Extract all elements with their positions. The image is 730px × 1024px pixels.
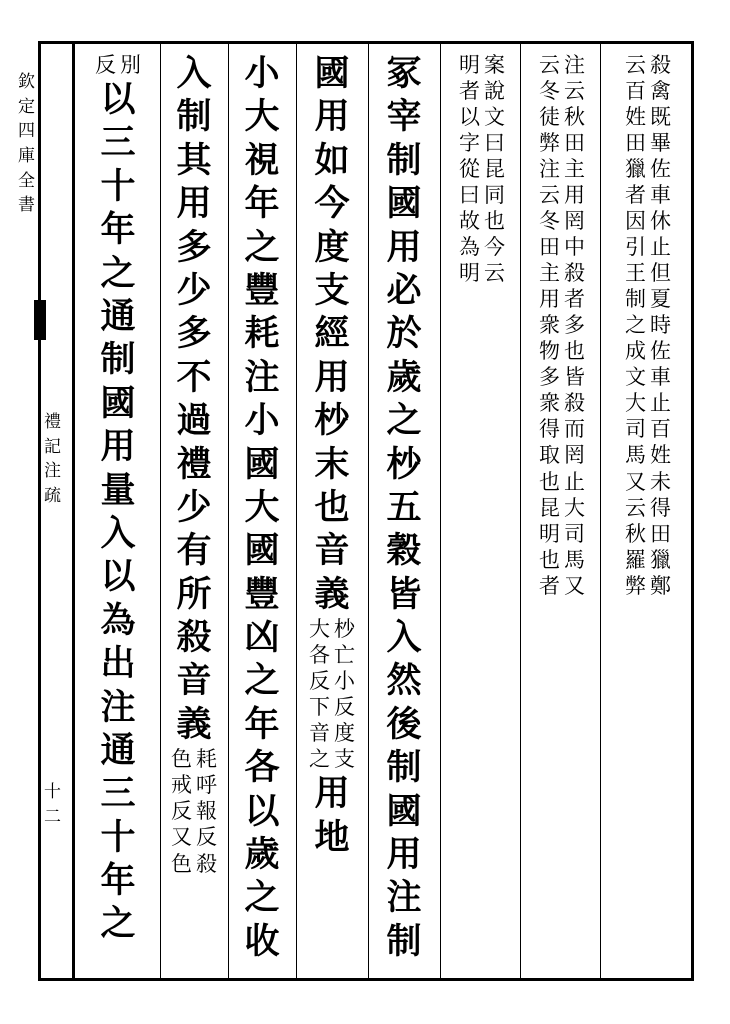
main-text-column-char: 為 bbox=[100, 599, 136, 641]
main-text-column-char: 度 bbox=[314, 226, 350, 268]
main-text-column-char: 歲 bbox=[244, 834, 280, 876]
main-text-column-char: 音 bbox=[314, 530, 350, 572]
commentary-line-right-char: 罔 bbox=[564, 443, 585, 468]
main-text-column-char: 用 bbox=[176, 183, 212, 225]
commentary-line-right-char: 馬 bbox=[564, 547, 585, 572]
main-text-column-char: 豐 bbox=[244, 269, 280, 311]
commentary-line-right-char: 今 bbox=[484, 235, 505, 260]
commentary-line-right-char: 杪 bbox=[334, 617, 355, 642]
work-title-char: 注 bbox=[44, 461, 61, 482]
commentary-line-right-char: 反 bbox=[334, 695, 355, 720]
main-text-column bbox=[245, 52, 280, 963]
commentary-line-left-char: 因 bbox=[625, 209, 646, 234]
commentary-line-right-char: 多 bbox=[564, 313, 585, 338]
commentary-line-left-char: 者 bbox=[625, 183, 646, 208]
main-text-column-char: 冢 bbox=[386, 53, 422, 94]
main-text-column-char: 後 bbox=[386, 703, 422, 745]
commentary-line-right-char: 休 bbox=[650, 209, 671, 234]
main-text-column-char: 末 bbox=[314, 443, 350, 485]
commentary-line-left-char: 文 bbox=[625, 365, 646, 390]
commentary-line-left-char: 反 bbox=[95, 53, 116, 77]
commentary-line-left-char: 也 bbox=[539, 469, 560, 494]
commentary-line-left-char: 故 bbox=[459, 209, 480, 234]
commentary-line-left-char: 以 bbox=[459, 105, 480, 130]
commentary-line-left-char: 弊 bbox=[539, 131, 560, 156]
commentary-line-left-char: 為 bbox=[459, 235, 480, 260]
commentary-line-left-char: 音 bbox=[309, 721, 330, 746]
main-text-column-char: 於 bbox=[386, 313, 422, 355]
commentary-line-right-char: 注 bbox=[564, 53, 585, 77]
main-text-column bbox=[387, 52, 422, 963]
commentary-line-left-char: 云 bbox=[625, 53, 646, 77]
main-text-column-char: 用 bbox=[100, 426, 136, 468]
commentary-pair bbox=[95, 52, 141, 78]
main-text-column-char: 少 bbox=[176, 269, 212, 311]
main-text-column-char: 少 bbox=[176, 486, 212, 528]
main-text-column-char: 所 bbox=[176, 573, 212, 615]
commentary-line-right bbox=[650, 52, 671, 599]
commentary-pair bbox=[171, 746, 217, 876]
commentary-line-left-char: 用 bbox=[539, 287, 560, 312]
main-text-column-char: 歲 bbox=[386, 356, 422, 398]
commentary-line-left-char: 制 bbox=[625, 287, 646, 312]
commentary-line-left-char: 大 bbox=[309, 617, 330, 642]
commentary-line-right-char: 百 bbox=[650, 417, 671, 442]
main-text-column-char: 大 bbox=[244, 486, 280, 528]
commentary-line-left-char: 昆 bbox=[539, 495, 560, 520]
commentary-line-left-char: 徒 bbox=[539, 105, 560, 130]
commentary-line-right-char: 既 bbox=[650, 105, 671, 130]
commentary-line-right-char: 案 bbox=[484, 53, 505, 77]
main-text-column-char: 必 bbox=[386, 269, 422, 311]
commentary-line-right-char: 呼 bbox=[196, 773, 217, 798]
main-text-column-char: 多 bbox=[176, 313, 212, 355]
commentary-pair bbox=[459, 52, 505, 286]
main-text-column-char: 各 bbox=[244, 747, 280, 789]
main-text-column-char: 用 bbox=[386, 226, 422, 268]
commentary-line-right-char: 文 bbox=[484, 105, 505, 130]
commentary-line-right-char: 皆 bbox=[564, 365, 585, 390]
commentary-line-right-char: 佐 bbox=[650, 339, 671, 364]
commentary-line-left-char: 百 bbox=[625, 79, 646, 104]
main-text-column-char: 用 bbox=[314, 773, 350, 815]
book-title-char: 四 bbox=[18, 121, 35, 142]
commentary-line-left-char: 反 bbox=[309, 669, 330, 694]
main-text-column-char: 之 bbox=[100, 903, 136, 945]
commentary-line-right-char: 支 bbox=[334, 747, 355, 772]
commentary-line-right-char: 同 bbox=[484, 183, 505, 208]
commentary-line-right-char: 中 bbox=[564, 235, 585, 260]
commentary-line-right-char: 耗 bbox=[196, 747, 217, 772]
main-text-column-char: 制 bbox=[386, 747, 422, 789]
commentary-line-left bbox=[95, 52, 116, 78]
commentary-line-right-char: 殺 bbox=[564, 261, 585, 286]
main-text-column-char: 地 bbox=[314, 816, 350, 858]
commentary-line-left-char: 大 bbox=[625, 391, 646, 416]
commentary-line-left bbox=[539, 52, 560, 599]
column-rule bbox=[296, 44, 297, 978]
commentary-line-right-char: 未 bbox=[650, 469, 671, 494]
main-text-column-char: 注 bbox=[386, 877, 422, 919]
main-text-column-char: 之 bbox=[244, 226, 280, 268]
commentary-line-left-char: 多 bbox=[539, 365, 560, 390]
main-text-column-char: 大 bbox=[244, 96, 280, 138]
commentary-line-left-char: 主 bbox=[539, 261, 560, 286]
commentary-line-left-char: 者 bbox=[459, 79, 480, 104]
commentary-line-left-char: 物 bbox=[539, 339, 560, 364]
column-rule bbox=[72, 44, 75, 978]
commentary-line-right-char: 說 bbox=[484, 79, 505, 104]
column-rule bbox=[600, 44, 601, 978]
commentary-line-right-char: 也 bbox=[564, 339, 585, 364]
commentary-line-left bbox=[171, 746, 192, 876]
main-text-column-char: 通 bbox=[100, 729, 136, 771]
commentary-line-right-char: 云 bbox=[484, 261, 505, 286]
main-text-column-char: 今 bbox=[314, 183, 350, 225]
commentary-line-left-char: 字 bbox=[459, 131, 480, 156]
commentary-line-right-char: 鄭 bbox=[650, 573, 671, 598]
commentary-line-left-char: 衆 bbox=[539, 313, 560, 338]
commentary-line-right-char: 得 bbox=[650, 495, 671, 520]
commentary-line-right-char: 佐 bbox=[650, 157, 671, 182]
commentary-line-right-char: 者 bbox=[564, 287, 585, 312]
commentary-line-right-char: 殺 bbox=[650, 53, 671, 77]
commentary-line-right-char: 時 bbox=[650, 313, 671, 338]
commentary-line-right-char: 止 bbox=[650, 391, 671, 416]
main-text-column-char: 杪 bbox=[386, 443, 422, 485]
main-text-column-char: 然 bbox=[386, 660, 422, 702]
commentary-line-left-char: 明 bbox=[539, 521, 560, 546]
commentary-line-right-char: 殺 bbox=[564, 391, 585, 416]
main-text-column-char: 國 bbox=[386, 790, 422, 832]
main-text-column-char: 國 bbox=[244, 443, 280, 485]
commentary-line-left-char: 也 bbox=[539, 547, 560, 572]
main-text-column-char: 十 bbox=[100, 165, 136, 207]
commentary-line-left-char: 戒 bbox=[171, 773, 192, 798]
book-title-char: 欽 bbox=[18, 72, 35, 92]
commentary-line-left-char: 云 bbox=[539, 53, 560, 77]
commentary-line-left-char: 反 bbox=[171, 799, 192, 824]
commentary-line-left-char: 引 bbox=[625, 235, 646, 260]
column-rule bbox=[228, 44, 229, 978]
main-text-column-char: 制 bbox=[386, 920, 422, 962]
commentary-line-left-char: 曰 bbox=[459, 183, 480, 208]
main-text-column-char: 音 bbox=[176, 660, 212, 702]
main-text-column-char: 以 bbox=[100, 556, 136, 598]
commentary-line-right-char: 畢 bbox=[650, 131, 671, 156]
main-text-column-char: 豐 bbox=[244, 573, 280, 615]
commentary-line-left-char: 取 bbox=[539, 443, 560, 468]
work-title-char: 疏 bbox=[44, 485, 61, 506]
commentary-line-right-char: 車 bbox=[650, 365, 671, 390]
commentary-line-left-char: 云 bbox=[539, 183, 560, 208]
main-text-column-char: 小 bbox=[244, 53, 280, 94]
main-text-column-char: 以 bbox=[244, 790, 280, 832]
main-text-column-char: 也 bbox=[314, 486, 350, 528]
main-text-column-char: 之 bbox=[386, 400, 422, 442]
commentary-line-right-char: 用 bbox=[564, 183, 585, 208]
commentary-line-right bbox=[120, 52, 141, 78]
commentary-pair bbox=[539, 52, 585, 599]
commentary-line-right-char: 車 bbox=[650, 183, 671, 208]
main-text-column-char: 之 bbox=[100, 252, 136, 294]
main-text-column-char: 用 bbox=[386, 834, 422, 876]
commentary-line-left bbox=[309, 616, 330, 772]
page-number-char: 十 bbox=[44, 782, 61, 802]
commentary-line-right-char: 報 bbox=[196, 799, 217, 824]
main-text-column-char: 過 bbox=[176, 400, 212, 442]
commentary-line-left-char: 色 bbox=[171, 747, 192, 772]
main-text-column-char: 收 bbox=[244, 920, 280, 962]
commentary-line-right-char: 止 bbox=[564, 469, 585, 494]
main-text-column-char: 小 bbox=[244, 400, 280, 442]
main-text-column-char: 多 bbox=[176, 226, 212, 268]
commentary-line-right-char: 大 bbox=[564, 495, 585, 520]
commentary-line-right-char: 姓 bbox=[650, 443, 671, 468]
main-text-column-char: 禮 bbox=[176, 443, 212, 485]
commentary-line-left-char: 姓 bbox=[625, 105, 646, 130]
commentary-line-left-char: 田 bbox=[625, 131, 646, 156]
commentary-line-right-char: 曰 bbox=[484, 131, 505, 156]
commentary-line-right-char: 云 bbox=[564, 79, 585, 104]
commentary-line-right-char: 昆 bbox=[484, 157, 505, 182]
commentary-line-left-char: 明 bbox=[459, 261, 480, 286]
main-text-column bbox=[315, 52, 350, 616]
commentary-line-right-char: 夏 bbox=[650, 287, 671, 312]
commentary-line-right-char: 殺 bbox=[196, 851, 217, 876]
commentary-line-right-char: 別 bbox=[120, 53, 141, 77]
column-rule bbox=[160, 44, 161, 978]
main-text-column-char: 年 bbox=[100, 860, 136, 902]
main-text-column-char: 以 bbox=[100, 79, 136, 121]
commentary-line-right-char: 度 bbox=[334, 721, 355, 746]
commentary-line-right bbox=[564, 52, 585, 599]
main-text-column-char: 殺 bbox=[176, 617, 212, 659]
commentary-line-left-char: 明 bbox=[459, 53, 480, 77]
commentary-line-left-char: 從 bbox=[459, 157, 480, 182]
commentary-line-right-char: 主 bbox=[564, 157, 585, 182]
commentary-line-left-char: 冬 bbox=[539, 209, 560, 234]
book-title-char: 全 bbox=[18, 170, 35, 191]
book-title-char: 庫 bbox=[18, 145, 35, 166]
main-text-column-char: 入 bbox=[176, 53, 212, 94]
main-text-column-char: 義 bbox=[176, 703, 212, 745]
main-text-column-char: 量 bbox=[100, 469, 136, 511]
main-text-column-char: 凶 bbox=[244, 617, 280, 659]
main-text-column-char: 之 bbox=[244, 877, 280, 919]
main-text-column-char: 年 bbox=[100, 209, 136, 251]
commentary-line-right-char: 但 bbox=[650, 261, 671, 286]
commentary-line-right-char: 獵 bbox=[650, 547, 671, 572]
main-text-column-char: 經 bbox=[314, 313, 350, 355]
commentary-line-left-char: 色 bbox=[171, 851, 192, 876]
main-text-column-char: 用 bbox=[314, 96, 350, 138]
commentary-line-left bbox=[459, 52, 480, 286]
main-text-column-char: 十 bbox=[100, 816, 136, 858]
commentary-line-right-char: 田 bbox=[650, 521, 671, 546]
main-text-column-char: 出 bbox=[100, 643, 136, 685]
main-text-column-char: 制 bbox=[386, 139, 422, 181]
main-text-column-char: 通 bbox=[100, 295, 136, 337]
main-text-column-char: 注 bbox=[100, 686, 136, 728]
main-text-column-char: 穀 bbox=[386, 530, 422, 572]
commentary-line-left-char: 司 bbox=[625, 417, 646, 442]
main-text-column-char: 三 bbox=[100, 122, 136, 164]
commentary-line-right-char: 也 bbox=[484, 209, 505, 234]
main-text-column-char: 宰 bbox=[386, 96, 422, 138]
book-title bbox=[18, 70, 35, 218]
commentary-line-left-char: 又 bbox=[171, 825, 192, 850]
commentary-line-left-char: 云 bbox=[625, 495, 646, 520]
commentary-line-left-char: 秋 bbox=[625, 521, 646, 546]
commentary-line-left bbox=[625, 52, 646, 599]
commentary-line-left-char: 冬 bbox=[539, 79, 560, 104]
column-rule bbox=[368, 44, 369, 978]
commentary-pair bbox=[309, 616, 355, 772]
commentary-line-right-char: 小 bbox=[334, 669, 355, 694]
commentary-line-right bbox=[334, 616, 355, 772]
main-text-column-char: 支 bbox=[314, 269, 350, 311]
commentary-line-right-char: 而 bbox=[564, 417, 585, 442]
commentary-line-left-char: 獵 bbox=[625, 157, 646, 182]
commentary-line-right-char: 止 bbox=[650, 235, 671, 260]
main-text-column-char: 國 bbox=[314, 53, 350, 94]
main-text-column-char: 注 bbox=[244, 356, 280, 398]
commentary-line-left-char: 各 bbox=[309, 643, 330, 668]
commentary-line-left-char: 羅 bbox=[625, 547, 646, 572]
main-text-column-char: 皆 bbox=[386, 573, 422, 615]
commentary-line-right-char: 亡 bbox=[334, 643, 355, 668]
commentary-pair bbox=[625, 52, 671, 599]
commentary-line-left-char: 之 bbox=[309, 747, 330, 772]
main-text-column-char: 國 bbox=[244, 530, 280, 572]
main-text-column-char: 如 bbox=[314, 139, 350, 181]
commentary-line-right-char: 司 bbox=[564, 521, 585, 546]
main-text-column-char: 年 bbox=[244, 183, 280, 225]
commentary-line-left-char: 田 bbox=[539, 235, 560, 260]
main-text-column-char: 五 bbox=[386, 486, 422, 528]
commentary-line-right-char: 秋 bbox=[564, 105, 585, 130]
column-rule bbox=[520, 44, 521, 978]
commentary-line-right-char: 禽 bbox=[650, 79, 671, 104]
commentary-line-right-char: 罔 bbox=[564, 209, 585, 234]
main-text-column bbox=[101, 78, 136, 946]
commentary-line-left-char: 弊 bbox=[625, 573, 646, 598]
commentary-line-right-char: 反 bbox=[196, 825, 217, 850]
main-text-column-char: 有 bbox=[176, 530, 212, 572]
commentary-line-left-char: 下 bbox=[309, 695, 330, 720]
main-text-column-char: 國 bbox=[386, 183, 422, 225]
commentary-line-left-char: 注 bbox=[539, 157, 560, 182]
main-text-column-char: 不 bbox=[176, 356, 212, 398]
commentary-line-left-char: 之 bbox=[625, 313, 646, 338]
main-text-column-char: 制 bbox=[100, 339, 136, 381]
main-text-column-char: 杪 bbox=[314, 400, 350, 442]
main-text-column-char: 三 bbox=[100, 773, 136, 815]
commentary-line-left-char: 成 bbox=[625, 339, 646, 364]
main-text-column-char: 之 bbox=[244, 660, 280, 702]
work-title-char: 記 bbox=[44, 436, 61, 457]
commentary-line-left-char: 又 bbox=[625, 469, 646, 494]
main-text-column-char: 制 bbox=[176, 96, 212, 138]
main-text-column-char: 義 bbox=[314, 573, 350, 615]
commentary-line-left-char: 衆 bbox=[539, 391, 560, 416]
main-text-column-char: 國 bbox=[100, 382, 136, 424]
commentary-line-right bbox=[196, 746, 217, 876]
main-text-column-char: 耗 bbox=[244, 313, 280, 355]
main-text-column bbox=[177, 52, 212, 746]
work-title-char: 禮 bbox=[44, 412, 61, 432]
book-title-char: 定 bbox=[18, 96, 35, 117]
main-text-column bbox=[315, 772, 350, 859]
main-text-column-char: 其 bbox=[176, 139, 212, 181]
commentary-line-left-char: 得 bbox=[539, 417, 560, 442]
main-text-column-char: 入 bbox=[386, 617, 422, 659]
main-text-column-char: 年 bbox=[244, 703, 280, 745]
commentary-line-right bbox=[484, 52, 505, 286]
book-title-char: 書 bbox=[18, 195, 35, 216]
column-rule bbox=[440, 44, 441, 978]
main-text-column-char: 用 bbox=[314, 356, 350, 398]
commentary-line-left-char: 王 bbox=[625, 261, 646, 286]
commentary-line-left-char: 馬 bbox=[625, 443, 646, 468]
page-frame bbox=[38, 41, 694, 981]
page-number-char: 二 bbox=[44, 806, 61, 827]
main-text-column-char: 入 bbox=[100, 512, 136, 554]
main-text-column-char: 視 bbox=[244, 139, 280, 181]
commentary-line-right-char: 又 bbox=[564, 573, 585, 598]
commentary-line-right-char: 田 bbox=[564, 131, 585, 156]
commentary-line-left-char: 者 bbox=[539, 573, 560, 598]
